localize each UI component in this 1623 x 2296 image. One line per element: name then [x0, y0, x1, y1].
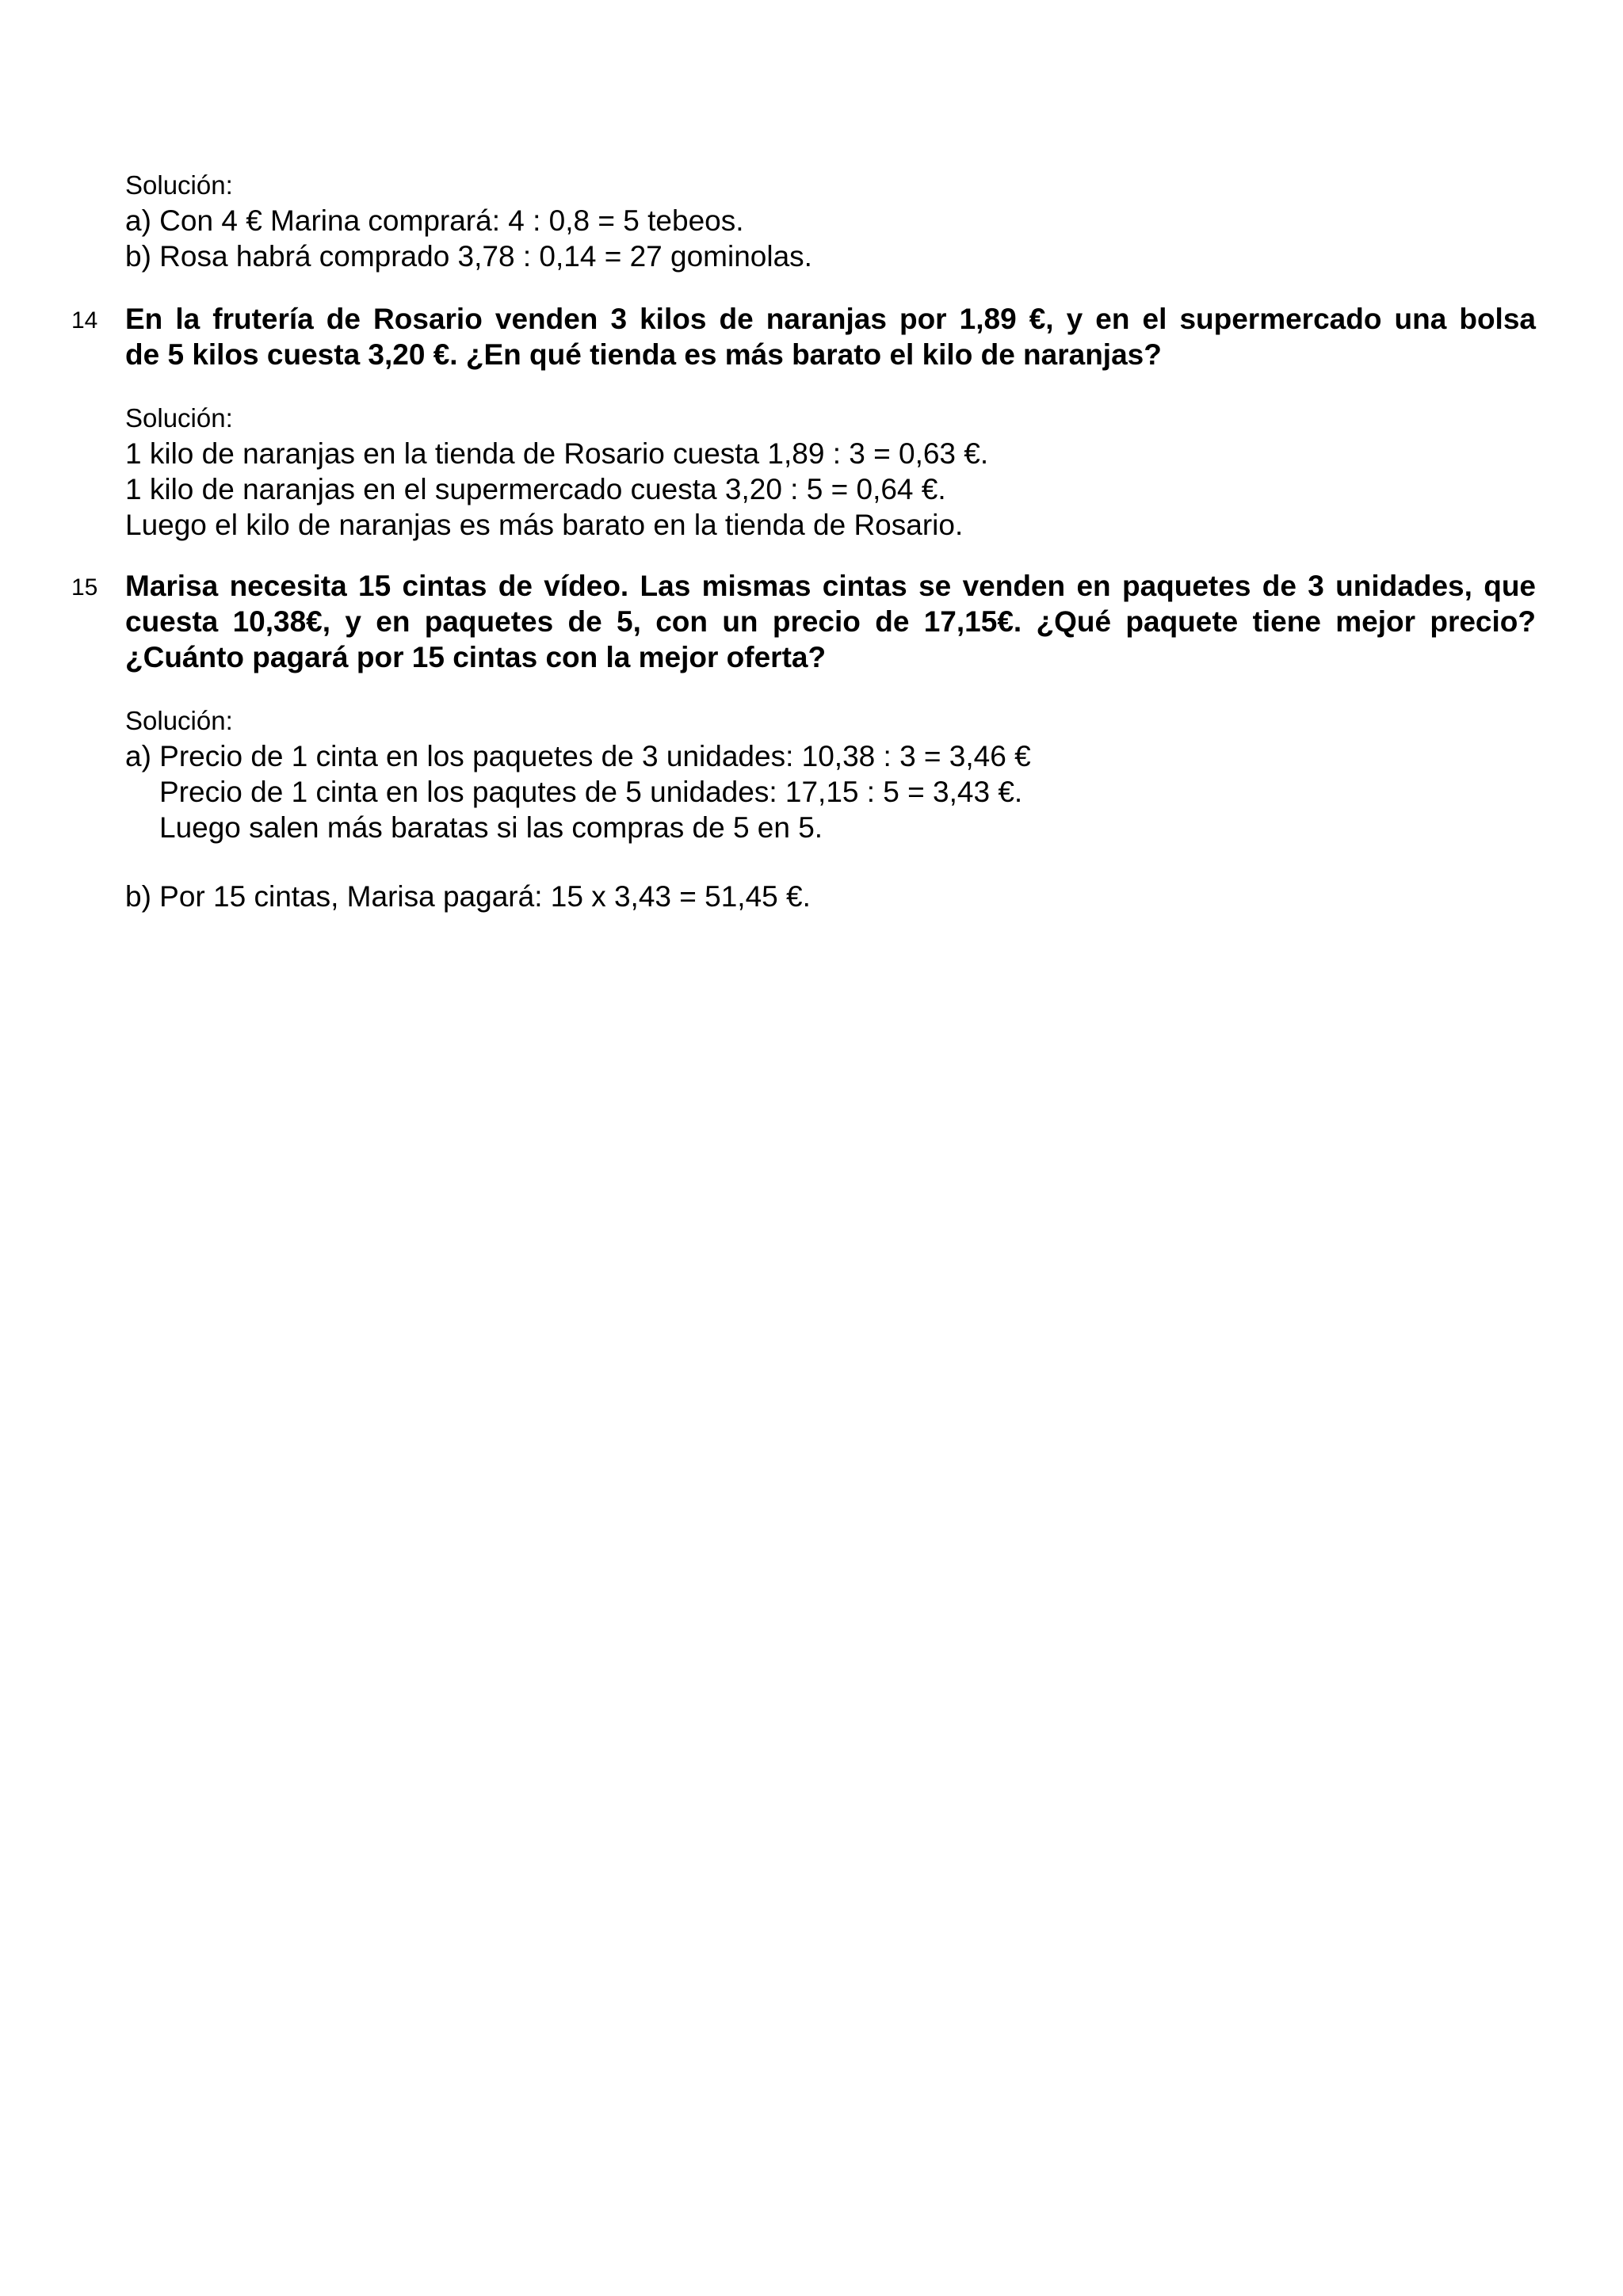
solution-line: 1 kilo de naranjas en el supermercado cuesta 3,20 : 5 = 0,64 €. [125, 473, 946, 505]
problem-15-question [125, 568, 1536, 675]
solution-line: a) Con 4 € Marina comprará: 4 : 0,8 = 5 tebeos. [125, 204, 744, 237]
question-line: de 5 kilos cuesta 3,20 €. ¿En qué tienda es más barato el kilo de naranjas? [125, 338, 1162, 371]
problem-15-solution [125, 704, 1536, 914]
solution-line: b) Rosa habrá comprado 3,78 : 0,14 = 27 gominolas. [125, 240, 812, 273]
problem-13-solution [125, 168, 1536, 274]
solution-line: a) Precio de 1 cinta en los paquetes de 3 unidades: 10,38 : 3 = 3,46 € [125, 740, 1031, 772]
problem-number: 14 [71, 307, 98, 334]
solution-line: 1 kilo de naranjas en la tienda de Rosario cuesta 1,89 : 3 = 0,63 €. [125, 437, 989, 470]
solution-label: Solución: [125, 403, 233, 433]
problem-number: 15 [71, 574, 98, 601]
solution-label: Solución: [125, 706, 233, 735]
question-line: ¿Cuánto pagará por 15 cintas con la mejor oferta? [125, 641, 827, 673]
solution-label: Solución: [125, 170, 233, 200]
question-line: En la frutería de Rosario venden 3 kilos de naranjas por 1,89 €, y en el supermercado una bolsa [125, 303, 1536, 335]
question-line: Marisa necesita 15 cintas de vídeo. Las mismas cintas se venden en paquetes de 3 unidades, que [125, 570, 1536, 602]
problem-14-question [125, 301, 1536, 372]
solution-line: Luego salen más baratas si las compras de 5 en 5. [159, 811, 823, 844]
solution-line: b) Por 15 cintas, Marisa pagará: 15 x 3,43 = 51,45 €. [125, 880, 811, 913]
solution-line: Luego el kilo de naranjas es más barato en la tienda de Rosario. [125, 509, 964, 541]
problem-14-solution [125, 401, 1536, 543]
solution-line: Precio de 1 cinta en los paqutes de 5 unidades: 17,15 : 5 = 3,43 €. [159, 776, 1023, 808]
question-line: cuesta 10,38€, y en paquetes de 5, con un precio de 17,15€. ¿Qué paquete tiene mejor precio? [125, 605, 1536, 638]
